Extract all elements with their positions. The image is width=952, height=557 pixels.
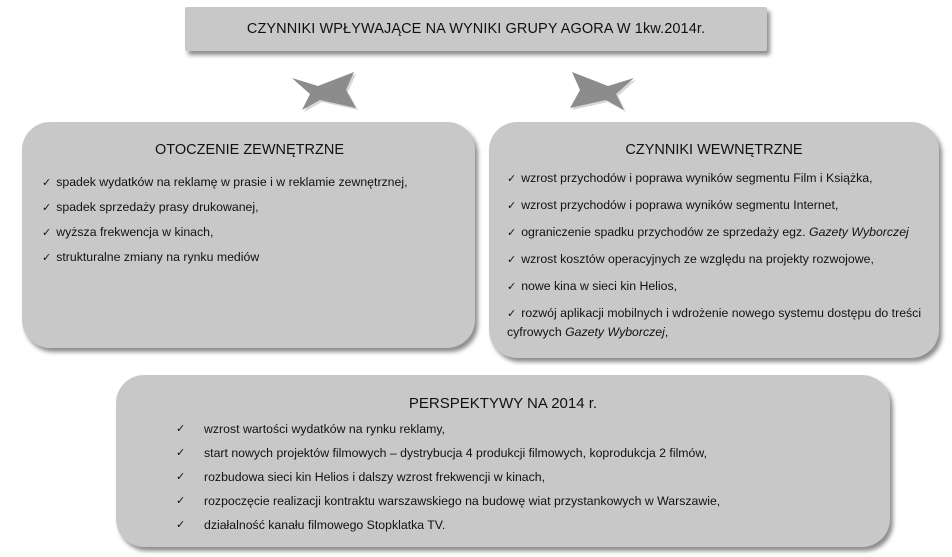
internal-factors-list (507, 169, 929, 341)
checkmark-icon: ✓ (507, 281, 517, 293)
checkmark-icon: ✓ (507, 227, 517, 239)
checkmark-icon: ✓ (176, 423, 186, 435)
list-item: ✓ spadek wydatków na reklamę w prasie i w reklamie zewnętrznej, (42, 175, 408, 189)
checkmark-icon: ✓ (42, 252, 52, 264)
checkmark-icon: ✓ (507, 254, 517, 266)
list-item: ✓ wzrost przychodów i poprawa wyników segmentu Internet, (507, 196, 929, 215)
checkmark-icon: ✓ (176, 519, 186, 531)
list-item: ✓ działalność kanału filmowego Stopklatka TV. (176, 518, 446, 532)
internal-factors-title: CZYNNIKI WEWNĘTRZNE (625, 142, 803, 158)
checkmark-icon: ✓ (176, 447, 186, 459)
checkmark-icon: ✓ (42, 177, 52, 189)
checkmark-icon: ✓ (42, 202, 52, 214)
list-item: ✓ rozbudowa sieci kin Helios i dalszy wzrost frekwencji w kinach, (176, 470, 546, 484)
checkmark-icon: ✓ (42, 227, 52, 239)
list-item: ✓ start nowych projektów filmowych – dystrybucja 4 produkcji filmowych, koprodukcja 2 filmów, (176, 446, 708, 460)
diagram-title: CZYNNIKI WPŁYWAJĄCE NA WYNIKI GRUPY AGORA W 1kw.2014r. (246, 21, 706, 37)
outlook-list (176, 421, 880, 533)
outlook-title: PERSPEKTYWY NA 2014 r. (408, 395, 598, 412)
external-factors-title: OTOCZENIE ZEWNĘTRZNE (154, 142, 345, 158)
internal-factors-box (489, 122, 939, 358)
list-item: ✓ nowe kina w sieci kin Helios, (507, 277, 929, 296)
list-item: ✓ rozpoczęcie realizacji kontraktu warszawskiego na budowę wiat przystankowych w Warszawie, (176, 494, 721, 508)
list-item: ✓ spadek sprzedaży prasy drukowanej, (42, 200, 259, 214)
list-item: ✓ wyższa frekwencja w kinach, (42, 225, 214, 239)
checkmark-icon: ✓ (176, 495, 186, 507)
arrow-down-right-icon (566, 70, 638, 114)
list-item: ✓ wzrost kosztów operacyjnych ze względu na projekty rozwojowe, (507, 250, 929, 269)
list-item: ✓ wzrost wartości wydatków na rynku reklamy, (176, 422, 445, 436)
list-item: ✓ rozwój aplikacji mobilnych i wdrożenie nowego systemu dostępu do treści cyfrowych Gazety Wyborczej, (507, 306, 922, 339)
checkmark-icon: ✓ (176, 471, 186, 483)
list-item: ✓ wzrost przychodów i poprawa wyników segmentu Film i Książka, (507, 169, 929, 188)
outlook-box (116, 375, 890, 547)
external-factors-box (22, 122, 475, 348)
checkmark-icon: ✓ (507, 173, 517, 185)
list-item: ✓ ograniczenie spadku przychodów ze sprzedaży egz. Gazety Wyborczej (507, 223, 929, 242)
list-item: ✓ strukturalne zmiany na rynku mediów (42, 250, 260, 264)
external-factors-list (42, 174, 457, 266)
arrow-down-left-icon (288, 70, 360, 114)
checkmark-icon: ✓ (507, 200, 517, 212)
diagram-title-box (185, 7, 767, 51)
checkmark-icon: ✓ (507, 308, 517, 320)
